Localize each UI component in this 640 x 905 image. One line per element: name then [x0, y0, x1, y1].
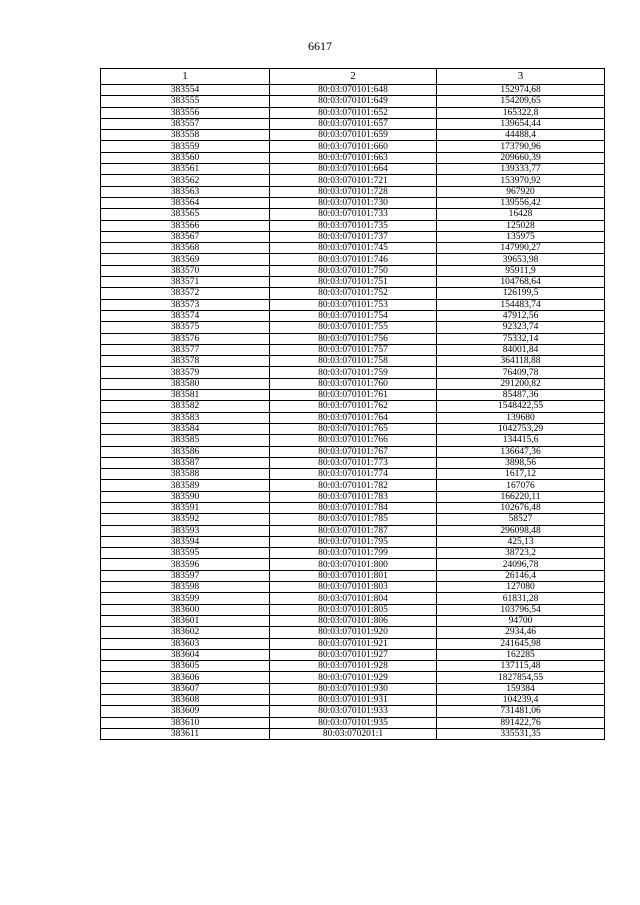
- cadastral-number-cell: 80:03:070101:659: [270, 130, 437, 141]
- value-cell: 154483,74: [437, 299, 605, 310]
- row-number-cell: 383582: [101, 401, 270, 412]
- table-row: [101, 502, 605, 513]
- value-cell: 139556,42: [437, 197, 605, 208]
- row-number-cell: 383579: [101, 367, 270, 378]
- value-cell: 139333,77: [437, 164, 605, 175]
- row-number-cell: 383564: [101, 197, 270, 208]
- table-row: [101, 96, 605, 107]
- row-number-cell: 383606: [101, 672, 270, 683]
- row-number-cell: 383596: [101, 559, 270, 570]
- cadastral-number-cell: 80:03:070101:805: [270, 604, 437, 615]
- cadastral-number-cell: 80:03:070101:664: [270, 164, 437, 175]
- cadastral-number-cell: 80:03:070101:804: [270, 593, 437, 604]
- value-cell: 125028: [437, 220, 605, 231]
- cadastral-number-cell: 80:03:070101:931: [270, 695, 437, 706]
- cadastral-number-cell: 80:03:070101:806: [270, 615, 437, 626]
- value-cell: 126199,5: [437, 288, 605, 299]
- row-number-cell: 383591: [101, 502, 270, 513]
- table-row: [101, 649, 605, 660]
- row-number-cell: 383592: [101, 514, 270, 525]
- table-row: [101, 627, 605, 638]
- value-cell: 162285: [437, 649, 605, 660]
- table-header-row: [101, 69, 605, 85]
- value-cell: 47912,56: [437, 310, 605, 321]
- cadastral-number-cell: 80:03:070101:649: [270, 96, 437, 107]
- table-row: [101, 107, 605, 118]
- row-number-cell: 383609: [101, 706, 270, 717]
- cadastral-number-cell: 80:03:070101:663: [270, 152, 437, 163]
- table-row: [101, 254, 605, 265]
- table-row: [101, 367, 605, 378]
- row-number-cell: 383577: [101, 344, 270, 355]
- row-number-cell: 383570: [101, 265, 270, 276]
- table-row: [101, 130, 605, 141]
- cadastral-number-cell: 80:03:070101:754: [270, 310, 437, 321]
- table-row: [101, 570, 605, 581]
- table-row: [101, 604, 605, 615]
- table-row: [101, 277, 605, 288]
- column-header-3: 3: [437, 69, 605, 85]
- row-number-cell: 383586: [101, 446, 270, 457]
- value-cell: 165322,8: [437, 107, 605, 118]
- row-number-cell: 383601: [101, 615, 270, 626]
- table-row: [101, 412, 605, 423]
- table-row: [101, 672, 605, 683]
- table-row: [101, 118, 605, 129]
- value-cell: 24096,78: [437, 559, 605, 570]
- cadastral-number-cell: 80:03:070101:773: [270, 457, 437, 468]
- column-header-2: 2: [270, 69, 437, 85]
- cadastral-number-cell: 80:03:070101:758: [270, 356, 437, 367]
- table-row: [101, 243, 605, 254]
- cadastral-number-cell: 80:03:070101:660: [270, 141, 437, 152]
- page-number: 6617: [308, 39, 332, 53]
- row-number-cell: 383560: [101, 152, 270, 163]
- table-row: [101, 186, 605, 197]
- cadastral-number-cell: 80:03:070101:765: [270, 423, 437, 434]
- row-number-cell: 383593: [101, 525, 270, 536]
- cadastral-number-cell: 80:03:070101:799: [270, 548, 437, 559]
- value-cell: 166220,11: [437, 491, 605, 502]
- value-cell: 139654,44: [437, 118, 605, 129]
- table-row: [101, 85, 605, 96]
- value-cell: 135975: [437, 231, 605, 242]
- cadastral-number-cell: 80:03:070101:756: [270, 333, 437, 344]
- cadastral-number-cell: 80:03:070101:652: [270, 107, 437, 118]
- table-row: [101, 491, 605, 502]
- row-number-cell: 383598: [101, 582, 270, 593]
- value-cell: 167076: [437, 480, 605, 491]
- table-row: [101, 423, 605, 434]
- table-row: [101, 356, 605, 367]
- table-row: [101, 593, 605, 604]
- cadastral-number-cell: 80:03:070101:762: [270, 401, 437, 412]
- table-row: [101, 209, 605, 220]
- table-row: [101, 378, 605, 389]
- cadastral-number-cell: 80:03:070101:795: [270, 536, 437, 547]
- value-cell: 104768,64: [437, 277, 605, 288]
- row-number-cell: 383555: [101, 96, 270, 107]
- table-row: [101, 231, 605, 242]
- row-number-cell: 383569: [101, 254, 270, 265]
- table-row: [101, 536, 605, 547]
- row-number-cell: 383590: [101, 491, 270, 502]
- column-header-1: 1: [101, 69, 270, 85]
- row-number-cell: 383575: [101, 322, 270, 333]
- row-number-cell: 383574: [101, 310, 270, 321]
- row-number-cell: 383611: [101, 728, 270, 739]
- row-number-cell: 383580: [101, 378, 270, 389]
- value-cell: 209660,39: [437, 152, 605, 163]
- table-row: [101, 457, 605, 468]
- value-cell: 154209,65: [437, 96, 605, 107]
- row-number-cell: 383584: [101, 423, 270, 434]
- row-number-cell: 383605: [101, 661, 270, 672]
- value-cell: 76409,78: [437, 367, 605, 378]
- row-number-cell: 383587: [101, 457, 270, 468]
- cadastral-number-cell: 80:03:070201:1: [270, 728, 437, 739]
- cadastral-number-cell: 80:03:070101:752: [270, 288, 437, 299]
- value-cell: 75332,14: [437, 333, 605, 344]
- cadastral-number-cell: 80:03:070101:801: [270, 570, 437, 581]
- cadastral-number-cell: 80:03:070101:933: [270, 706, 437, 717]
- cadastral-number-cell: 80:03:070101:785: [270, 514, 437, 525]
- value-cell: 173790,96: [437, 141, 605, 152]
- row-number-cell: 383588: [101, 469, 270, 480]
- value-cell: 84001,84: [437, 344, 605, 355]
- cadastral-number-cell: 80:03:070101:803: [270, 582, 437, 593]
- value-cell: 147990,27: [437, 243, 605, 254]
- table-row: [101, 310, 605, 321]
- value-cell: 425,13: [437, 536, 605, 547]
- row-number-cell: 383604: [101, 649, 270, 660]
- value-cell: 1827854,55: [437, 672, 605, 683]
- table-row: [101, 322, 605, 333]
- table-row: [101, 175, 605, 186]
- cadastral-number-cell: 80:03:070101:648: [270, 85, 437, 96]
- table-row: [101, 661, 605, 672]
- table-row: [101, 683, 605, 694]
- table-row: [101, 548, 605, 559]
- row-number-cell: 383561: [101, 164, 270, 175]
- value-cell: 1548422,55: [437, 401, 605, 412]
- value-cell: 26146,4: [437, 570, 605, 581]
- table-row: [101, 390, 605, 401]
- cadastral-number-cell: 80:03:070101:927: [270, 649, 437, 660]
- row-number-cell: 383558: [101, 130, 270, 141]
- table-row: [101, 446, 605, 457]
- value-cell: 296098,48: [437, 525, 605, 536]
- cadastral-number-cell: 80:03:070101:787: [270, 525, 437, 536]
- table-row: [101, 695, 605, 706]
- row-number-cell: 383559: [101, 141, 270, 152]
- value-cell: 61831,28: [437, 593, 605, 604]
- cadastral-number-cell: 80:03:070101:728: [270, 186, 437, 197]
- table-row: [101, 615, 605, 626]
- value-cell: 731481,06: [437, 706, 605, 717]
- row-number-cell: 383585: [101, 435, 270, 446]
- table-row: [101, 220, 605, 231]
- cadastral-number-cell: 80:03:070101:800: [270, 559, 437, 570]
- table-row: [101, 344, 605, 355]
- value-cell: 44488,4: [437, 130, 605, 141]
- value-cell: 137115,48: [437, 661, 605, 672]
- value-cell: 152974,68: [437, 85, 605, 96]
- cadastral-number-cell: 80:03:070101:774: [270, 469, 437, 480]
- table-row: [101, 288, 605, 299]
- value-cell: 134415,6: [437, 435, 605, 446]
- value-cell: 103796,54: [437, 604, 605, 615]
- row-number-cell: 383566: [101, 220, 270, 231]
- cadastral-number-cell: 80:03:070101:657: [270, 118, 437, 129]
- row-number-cell: 383583: [101, 412, 270, 423]
- table-row: [101, 333, 605, 344]
- table-row: [101, 197, 605, 208]
- cadastral-number-cell: 80:03:070101:921: [270, 638, 437, 649]
- row-number-cell: 383589: [101, 480, 270, 491]
- value-cell: 39653,98: [437, 254, 605, 265]
- value-cell: 38723,2: [437, 548, 605, 559]
- cadastral-number-cell: 80:03:070101:755: [270, 322, 437, 333]
- table-row: [101, 141, 605, 152]
- value-cell: 104239,4: [437, 695, 605, 706]
- table-row: [101, 638, 605, 649]
- table-row: [101, 152, 605, 163]
- value-cell: 58527: [437, 514, 605, 525]
- value-cell: 95911,9: [437, 265, 605, 276]
- row-number-cell: 383571: [101, 277, 270, 288]
- value-cell: 136647,36: [437, 446, 605, 457]
- row-number-cell: 383610: [101, 717, 270, 728]
- table-row: [101, 299, 605, 310]
- row-number-cell: 383595: [101, 548, 270, 559]
- table-row: [101, 469, 605, 480]
- cadastral-number-cell: 80:03:070101:753: [270, 299, 437, 310]
- row-number-cell: 383607: [101, 683, 270, 694]
- value-cell: 364118,88: [437, 356, 605, 367]
- table-row: [101, 265, 605, 276]
- value-cell: 1617,12: [437, 469, 605, 480]
- value-cell: 16428: [437, 209, 605, 220]
- row-number-cell: 383554: [101, 85, 270, 96]
- value-cell: 335531,35: [437, 728, 605, 739]
- cadastral-number-cell: 80:03:070101:783: [270, 491, 437, 502]
- row-number-cell: 383581: [101, 390, 270, 401]
- cadastral-number-cell: 80:03:070101:935: [270, 717, 437, 728]
- cadastral-number-cell: 80:03:070101:751: [270, 277, 437, 288]
- row-number-cell: 383556: [101, 107, 270, 118]
- cadastral-number-cell: 80:03:070101:759: [270, 367, 437, 378]
- cadastral-number-cell: 80:03:070101:730: [270, 197, 437, 208]
- cadastral-number-cell: 80:03:070101:766: [270, 435, 437, 446]
- table-row: [101, 164, 605, 175]
- table-row: [101, 559, 605, 570]
- cadastral-number-cell: 80:03:070101:735: [270, 220, 437, 231]
- row-number-cell: 383576: [101, 333, 270, 344]
- row-number-cell: 383602: [101, 627, 270, 638]
- row-number-cell: 383563: [101, 186, 270, 197]
- cadastral-number-cell: 80:03:070101:928: [270, 661, 437, 672]
- cadastral-number-cell: 80:03:070101:746: [270, 254, 437, 265]
- cadastral-number-cell: 80:03:070101:929: [270, 672, 437, 683]
- value-cell: 3898,56: [437, 457, 605, 468]
- row-number-cell: 383608: [101, 695, 270, 706]
- cadastral-number-cell: 80:03:070101:767: [270, 446, 437, 457]
- row-number-cell: 383603: [101, 638, 270, 649]
- row-number-cell: 383567: [101, 231, 270, 242]
- cadastral-number-cell: 80:03:070101:761: [270, 390, 437, 401]
- value-cell: 153970,92: [437, 175, 605, 186]
- value-cell: 139680: [437, 412, 605, 423]
- cadastral-number-cell: 80:03:070101:920: [270, 627, 437, 638]
- value-cell: 159384: [437, 683, 605, 694]
- table-row: [101, 435, 605, 446]
- table-row: [101, 401, 605, 412]
- row-number-cell: 383562: [101, 175, 270, 186]
- value-cell: 967920: [437, 186, 605, 197]
- cadastral-number-cell: 80:03:070101:784: [270, 502, 437, 513]
- row-number-cell: 383565: [101, 209, 270, 220]
- row-number-cell: 383578: [101, 356, 270, 367]
- value-cell: 1042753,29: [437, 423, 605, 434]
- value-cell: 92323,74: [437, 322, 605, 333]
- row-number-cell: 383594: [101, 536, 270, 547]
- row-number-cell: 383600: [101, 604, 270, 615]
- row-number-cell: 383568: [101, 243, 270, 254]
- data-table: [100, 68, 605, 740]
- value-cell: 94700: [437, 615, 605, 626]
- value-cell: 102676,48: [437, 502, 605, 513]
- row-number-cell: 383597: [101, 570, 270, 581]
- cadastral-number-cell: 80:03:070101:737: [270, 231, 437, 242]
- table-row: [101, 582, 605, 593]
- cadastral-number-cell: 80:03:070101:745: [270, 243, 437, 254]
- cadastral-number-cell: 80:03:070101:750: [270, 265, 437, 276]
- cadastral-number-cell: 80:03:070101:733: [270, 209, 437, 220]
- table-row: [101, 728, 605, 739]
- table-row: [101, 514, 605, 525]
- table-row: [101, 480, 605, 491]
- row-number-cell: 383557: [101, 118, 270, 129]
- row-number-cell: 383572: [101, 288, 270, 299]
- table-row: [101, 525, 605, 536]
- cadastral-number-cell: 80:03:070101:757: [270, 344, 437, 355]
- value-cell: 291200,82: [437, 378, 605, 389]
- table-row: [101, 717, 605, 728]
- row-number-cell: 383573: [101, 299, 270, 310]
- row-number-cell: 383599: [101, 593, 270, 604]
- value-cell: 2934,46: [437, 627, 605, 638]
- value-cell: 241645,98: [437, 638, 605, 649]
- value-cell: 85487,36: [437, 390, 605, 401]
- cadastral-number-cell: 80:03:070101:721: [270, 175, 437, 186]
- table-row: [101, 706, 605, 717]
- value-cell: 127080: [437, 582, 605, 593]
- cadastral-number-cell: 80:03:070101:782: [270, 480, 437, 491]
- cadastral-number-cell: 80:03:070101:764: [270, 412, 437, 423]
- cadastral-number-cell: 80:03:070101:930: [270, 683, 437, 694]
- table-body: [101, 85, 605, 740]
- cadastral-number-cell: 80:03:070101:760: [270, 378, 437, 389]
- value-cell: 891422,76: [437, 717, 605, 728]
